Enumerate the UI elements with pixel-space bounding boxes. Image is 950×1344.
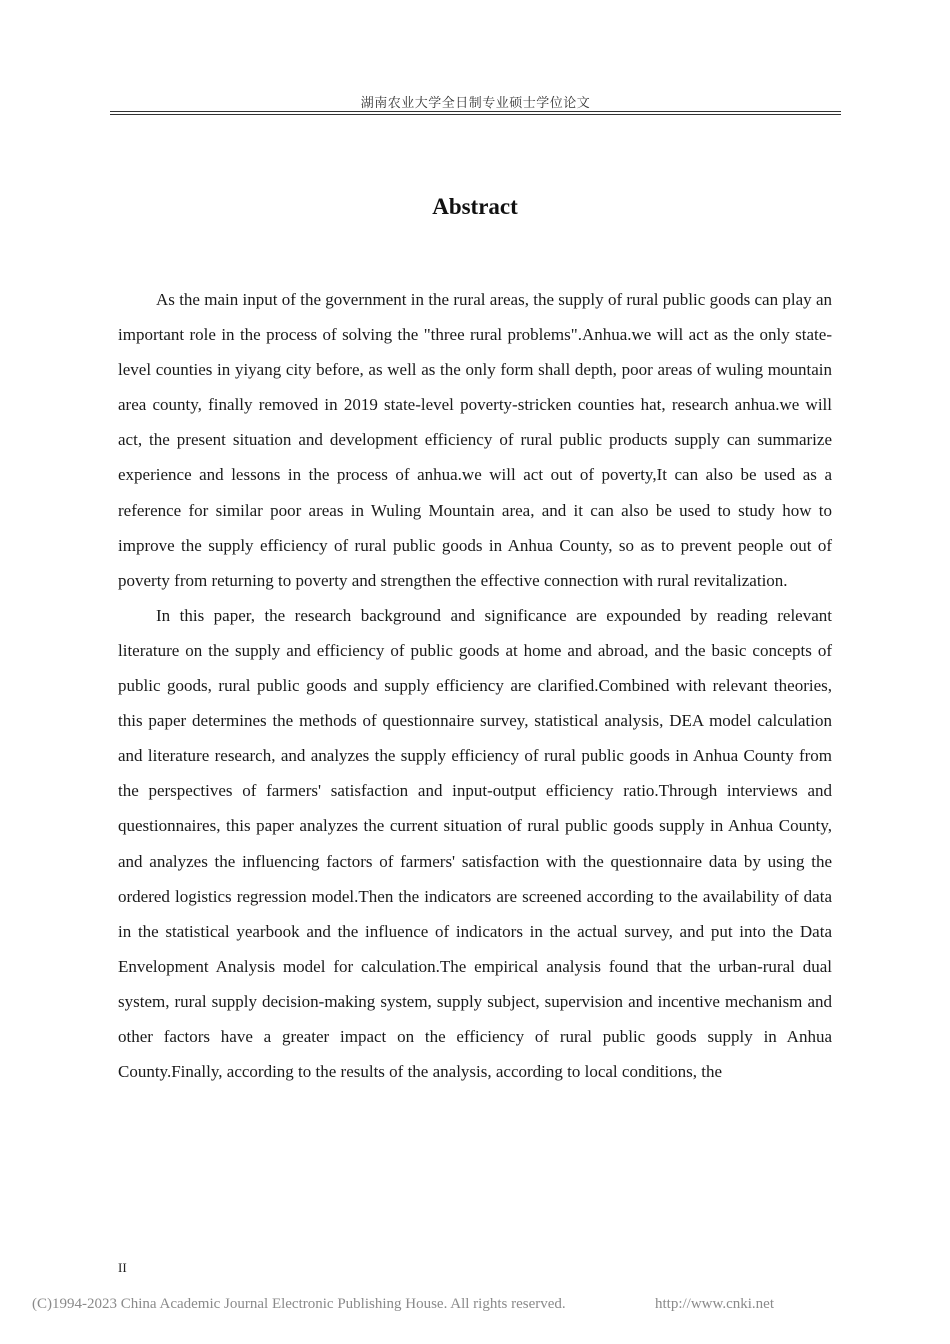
header-rule-thick xyxy=(110,111,841,112)
abstract-body xyxy=(118,282,832,1089)
page-number: II xyxy=(118,1260,127,1275)
header-rule-thin xyxy=(110,114,841,115)
abstract-paragraph-1: As the main input of the government in the rural areas, the supply of rural public goods can play an important role in the process of solving the "three rural problems".Anhua.we will act as the only state-level counties in yiyang city before, as well as the only form shall depth, poor areas of wuling mountain area county, finally removed in 2019 state-level poverty-stricken counties hat, research anhua.we will act, the present situation and development efficiency of rural public products supply can summarize experience and lessons in the process of anhua.we will act out of poverty,It can also be used as a reference for similar poor areas in Wuling Mountain area, and it can also be used to study how to improve the supply efficiency of rural public goods in Anhua County, so as to prevent people out of poverty from returning to poverty and strengthen the effective connection with rural revitalization. xyxy=(118,290,832,590)
running-header: 湖南农业大学全日制专业硕士学位论文 xyxy=(360,95,591,110)
footer-url: http://www.cnki.net xyxy=(655,1296,775,1312)
abstract-paragraph-2: In this paper, the research background and significance are expounded by reading relevant literature on the supply and efficiency of public goods at home and abroad, and the basic concepts of public goods, rural public goods and supply efficiency are clarified.Combined with relevant theories, this paper determines the methods of questionnaire survey, statistical analysis, DEA model calculation and literature research, and analyzes the supply efficiency of rural public goods in Anhua County from the perspectives of farmers' satisfaction and input-output efficiency ratio.Through interviews and questionnaires, this paper analyzes the current situation of rural public goods supply in Anhua County, and analyzes the influencing factors of farmers' satisfaction with the questionnaire data by using the ordered logistics regression model.Then the indicators are screened according to the availability of data in the statistical yearbook and the influence of indicators in the actual survey, and put into the Data Envelopment Analysis model for calculation.The empirical analysis found that the urban-rural dual system, rural supply decision-making system, supply subject, supervision and incentive mechanism and other factors have a greater impact on the efficiency of rural public goods supply in Anhua County.Finally, according to the results of the analysis, according to local conditions, the xyxy=(118,605,832,1082)
footer-copyright: (C)1994-2023 China Academic Journal Electronic Publishing House. All rights reserved. xyxy=(32,1296,566,1312)
page-title: Abstract xyxy=(432,194,518,219)
